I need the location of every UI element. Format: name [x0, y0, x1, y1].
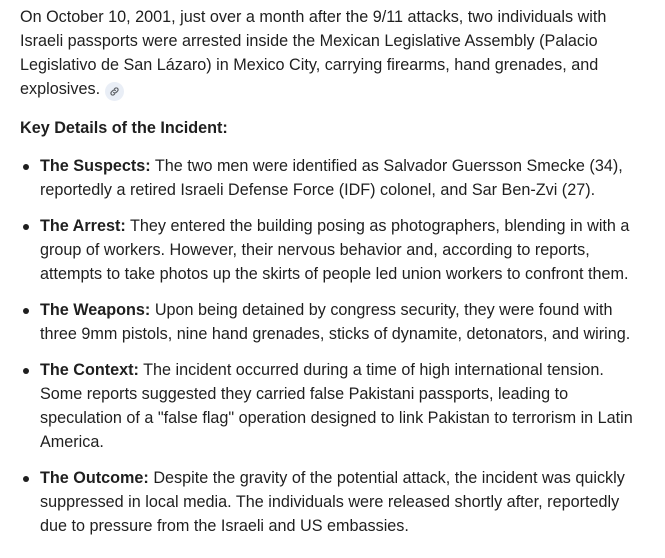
- item-text: Despite the gravity of the potential attack, the incident was quickly suppressed in local media. The individuals were released shortly after, reportedly due to pressure from the Israeli and US embassies.: [40, 469, 625, 535]
- intro-text: On October 10, 2001, just over a month after the 9/11 attacks, two individuals with Israeli passports were arrested inside the Mexican Legislative Assembly (Palacio Legislativo de San Lázaro) in Mexico City, carrying firearms, hand grenades, and explosives.: [20, 8, 607, 98]
- bullet-icon: [23, 164, 29, 170]
- intro-paragraph: [20, 5, 640, 101]
- bullet-icon: [23, 224, 29, 230]
- item-text: The incident occurred during a time of high international tension. Some reports suggested they carried false Pakistani passports, leading to speculation of a "false flag" operation designed to link Pakistan to terrorism in Latin America.: [40, 361, 633, 451]
- item-label: The Arrest:: [40, 217, 126, 235]
- bullet-icon: [23, 308, 29, 314]
- bullet-icon: [23, 476, 29, 482]
- list-item: [20, 214, 650, 286]
- list-item: [20, 358, 650, 454]
- link-icon: [109, 86, 120, 97]
- item-label: The Context:: [40, 361, 139, 379]
- item-text: Upon being detained by congress security, they were found with three 9mm pistols, nine hand grenades, sticks of dynamite, detonators, and wiring.: [40, 301, 631, 343]
- item-text: The two men were identified as Salvador Guersson Smecke (34), reportedly a retired Israeli Defense Force (IDF) colonel, and Sar Ben-Zvi (27).: [40, 157, 623, 199]
- section-heading: Key Details of the Incident:: [20, 119, 228, 137]
- item-label: The Suspects:: [40, 157, 151, 175]
- details-list: [20, 154, 645, 538]
- list-item: [20, 466, 650, 538]
- list-item: [20, 298, 650, 346]
- item-label: The Outcome:: [40, 469, 149, 487]
- list-item: [20, 154, 650, 202]
- item-label: The Weapons:: [40, 301, 151, 319]
- bullet-icon: [23, 368, 29, 374]
- item-text: They entered the building posing as photographers, blending in with a group of workers. However, their nervous behavior and, according to reports, attempts to take photos up the skirts of people led union workers to confront them.: [40, 217, 630, 283]
- source-link-button[interactable]: [105, 82, 124, 101]
